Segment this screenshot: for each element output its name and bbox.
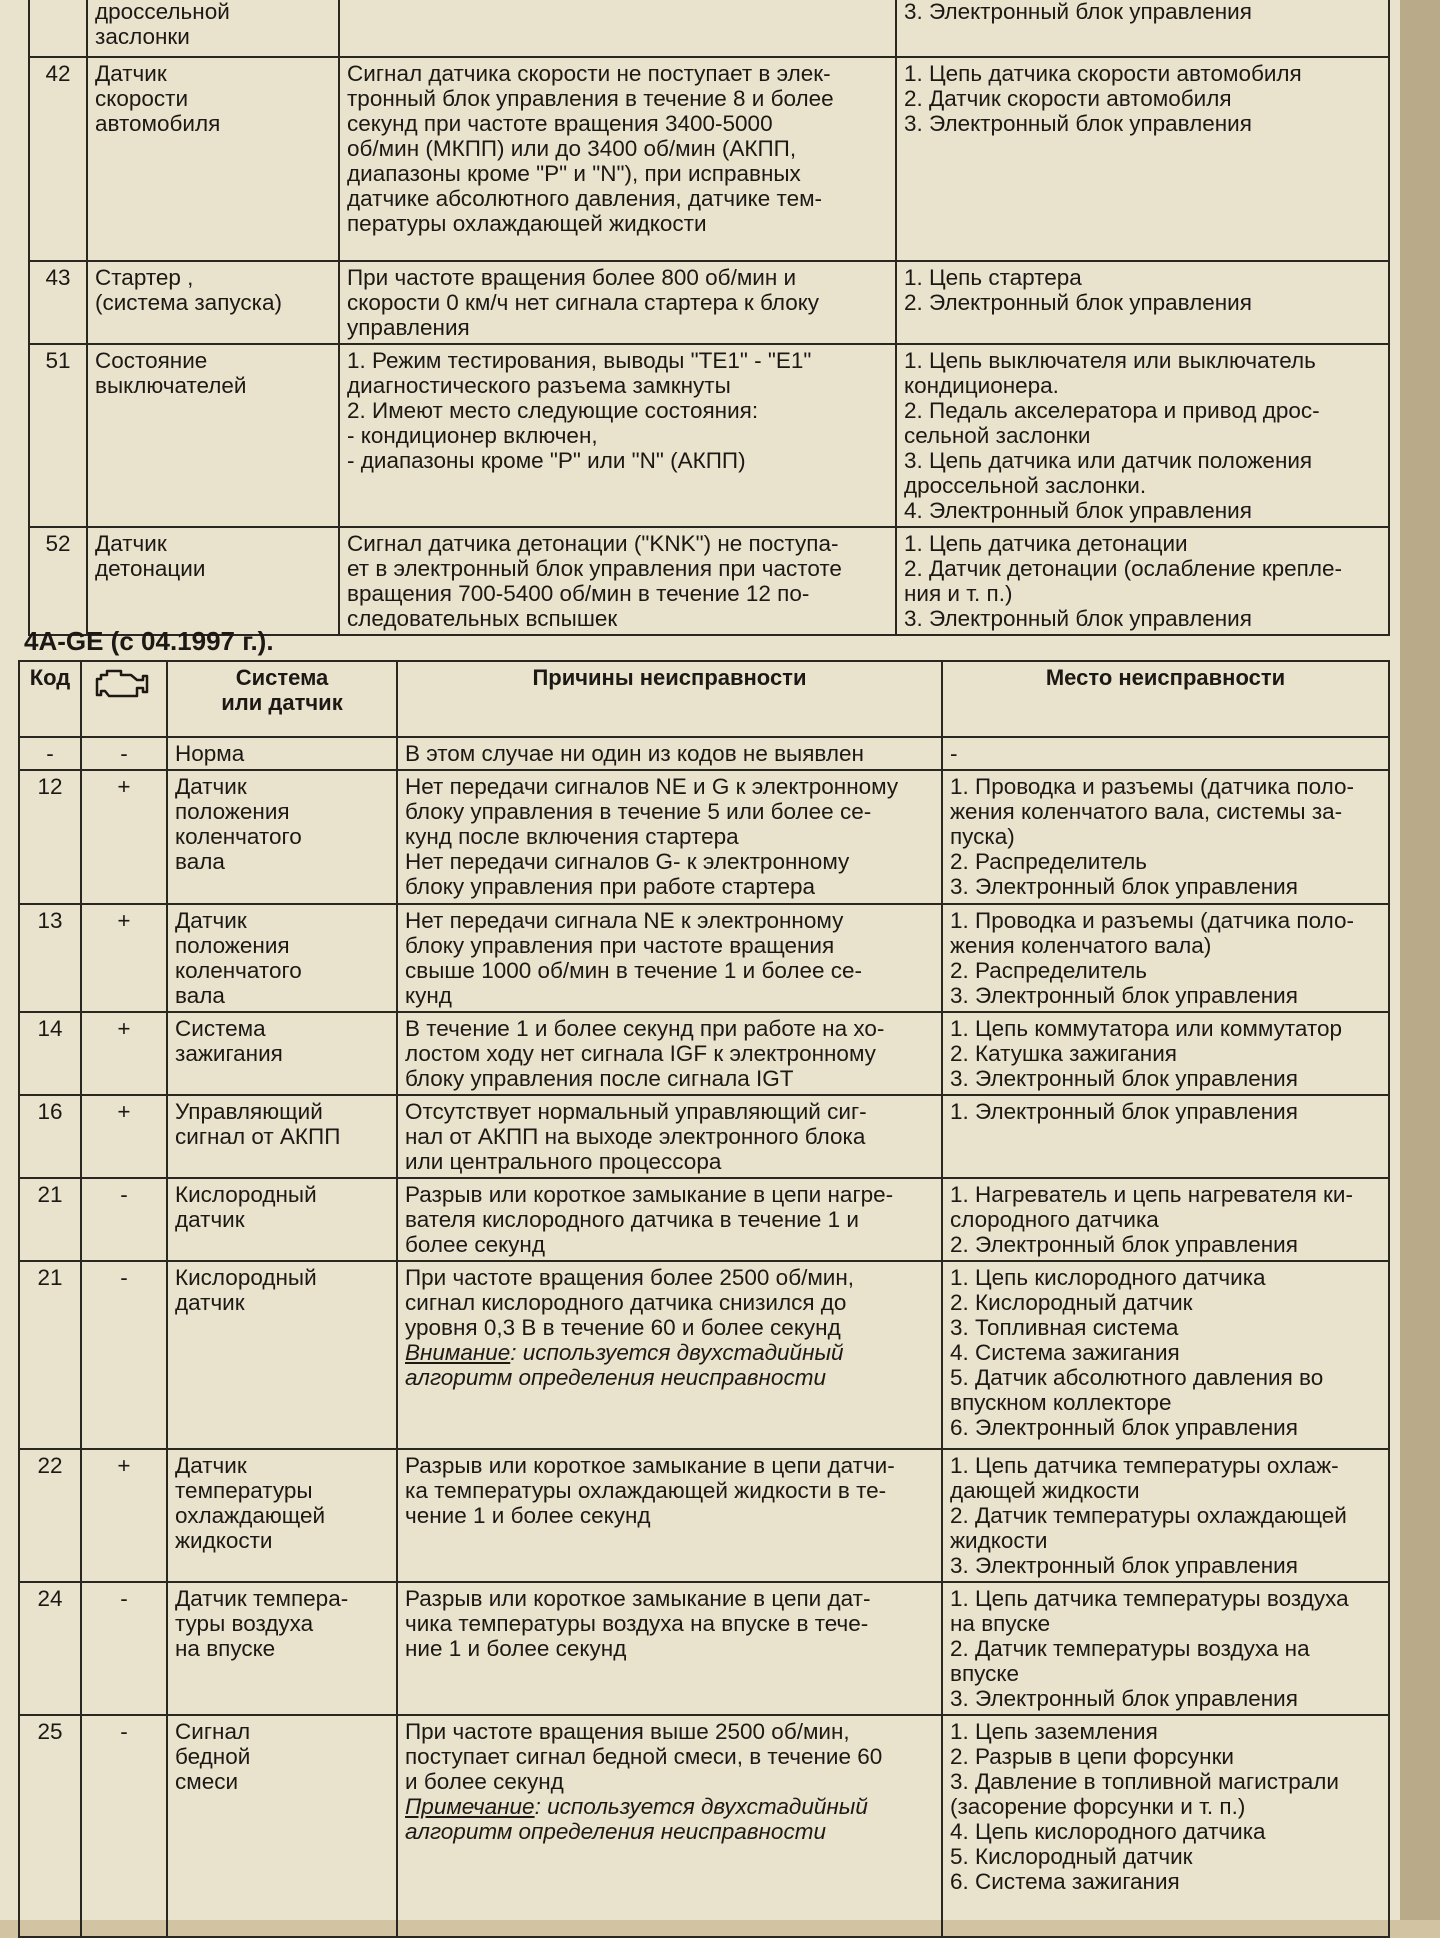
text-line: дроссельной заслонки. (904, 473, 1147, 498)
text-line: 3. Давление в топливной магистрали (950, 1769, 1340, 1794)
text-line: 1. Цепь коммутатора или коммутатор (950, 1016, 1343, 1041)
table-row (29, 527, 1389, 635)
code-cell: 24 (19, 1582, 81, 1715)
text-line: жидкости (950, 1528, 1048, 1553)
text-line: 3. Электронный блок управления (950, 1066, 1298, 1091)
text-line: более секунд (405, 1232, 545, 1257)
system-cell (167, 737, 397, 770)
text-line: вала (175, 983, 225, 1008)
text-line: 1. Цепь датчика температуры охлаж- (950, 1453, 1339, 1478)
text-line: 3. Электронный блок управления (904, 111, 1252, 136)
text-line: Норма (175, 741, 245, 766)
code-cell: 42 (29, 57, 87, 261)
text-line: Нет передачи сигналов G- к электронному (405, 849, 850, 874)
text-line: ния и т. п.) (904, 581, 1013, 606)
table-row (19, 1178, 1389, 1261)
text-line: жения коленчатого вала) (950, 933, 1212, 958)
table-header-row (19, 661, 1389, 737)
place-cell (942, 1178, 1389, 1261)
text-line: Кислородный (175, 1265, 317, 1290)
text-line: 3. Электронный блок управления (950, 1686, 1298, 1711)
text-line: ет в электронный блок управления при частоте (347, 556, 842, 581)
text-line: охлаждающей (175, 1503, 326, 1528)
system-cell (167, 904, 397, 1012)
text-line: автомобиля (95, 111, 221, 136)
text-line: 2. Разрыв в цепи форсунки (950, 1744, 1234, 1769)
text-line: (засорение форсунки и т. п.) (950, 1794, 1246, 1819)
text-line: 2. Имеют место следующие состояния: (347, 398, 759, 423)
table-row (29, 0, 1389, 57)
text-line: дающей жидкости (950, 1478, 1140, 1503)
engine-check-icon (93, 665, 155, 701)
top-fault-table (28, 0, 1390, 636)
text-line: 1. Цепь датчика детонации (904, 531, 1188, 556)
text-line: поступает сигнал бедной смеси, в течение 60 (405, 1744, 883, 1769)
text-line: сигнал от АКПП (175, 1124, 341, 1149)
text-line: Разрыв или короткое замыкание в цепи датчи- (405, 1453, 895, 1478)
code-cell: 21 (19, 1261, 81, 1449)
code-cell: 12 (19, 770, 81, 904)
text-line: смеси (175, 1769, 239, 1794)
mil-cell: - (81, 1715, 167, 1937)
text-line: нал от АКПП на выходе электронного блока (405, 1124, 866, 1149)
text-line: 2. Электронный блок управления (950, 1232, 1298, 1257)
cause-cell (397, 1715, 942, 1937)
code-cell: 25 (19, 1715, 81, 1937)
text-line: датчике абсолютного давления, датчике тем- (347, 186, 823, 211)
note-label: Внимание (405, 1340, 511, 1365)
text-line: секунд при частоте вращения 3400-5000 (347, 111, 773, 136)
text-line: 2. Распределитель (950, 849, 1148, 874)
mil-cell: - (81, 1582, 167, 1715)
text-line: диапазоны кроме "P" и "N"), при исправных (347, 161, 801, 186)
cause-cell (397, 904, 942, 1012)
text-line: Разрыв или короткое замыкание в цепи нагре- (405, 1182, 894, 1207)
system-cell (167, 1715, 397, 1937)
table-row (29, 344, 1389, 527)
text-line: ние 1 и более секунд (405, 1636, 627, 1661)
text-line: блоку управления после сигнала IGT (405, 1066, 794, 1091)
system-cell (167, 1582, 397, 1715)
table-row (19, 1261, 1389, 1449)
text-line: ка температуры охлаждающей жидкости в те- (405, 1478, 887, 1503)
text-line: температуры (175, 1478, 313, 1503)
cause-cell (397, 1012, 942, 1095)
text-line: датчик (175, 1207, 245, 1232)
text-line: 1. Электронный блок управления (950, 1099, 1298, 1124)
text-line: В течение 1 и более секунд при работе на хо- (405, 1016, 885, 1041)
mil-cell: + (81, 904, 167, 1012)
text-line: 4. Цепь кислородного датчика (950, 1819, 1266, 1844)
system-cell (167, 1261, 397, 1449)
text-line: пуска) (950, 824, 1015, 849)
code-cell: 43 (29, 261, 87, 344)
mil-cell: - (81, 1178, 167, 1261)
code-cell: 21 (19, 1178, 81, 1261)
main-fault-table (18, 660, 1390, 1938)
place-cell (942, 1095, 1389, 1178)
text-line: - (950, 741, 958, 766)
system-cell (87, 57, 339, 261)
text-line: дроссельной (95, 0, 230, 24)
note-line-2: алгоритм определения неисправности (405, 1819, 826, 1844)
code-cell: 16 (19, 1095, 81, 1178)
place-cell (896, 57, 1389, 261)
note-text: : используется двухстадийный (510, 1340, 844, 1365)
text-line: - кондиционер включен, (347, 423, 598, 448)
text-line: 1. Проводка и разъемы (датчика поло- (950, 908, 1354, 933)
text-line: на впуске (950, 1611, 1051, 1636)
text-line: положения (175, 933, 290, 958)
text-line: детонации (95, 556, 206, 581)
text-line: кунд после включения стартера (405, 824, 739, 849)
system-cell (87, 261, 339, 344)
code-cell: 22 (19, 1449, 81, 1582)
text-line: выключателей (95, 373, 247, 398)
code-cell: 52 (29, 527, 87, 635)
text-line: коленчатого (175, 824, 302, 849)
text-line: Разрыв или короткое замыкание в цепи дат- (405, 1586, 871, 1611)
text-line: коленчатого (175, 958, 302, 983)
text-line: 6. Система зажигания (950, 1869, 1180, 1894)
text-line: блоку управления в течение 5 или более се- (405, 799, 872, 824)
text-line: (система запуска) (95, 290, 282, 315)
header-system: Система или датчик (167, 661, 397, 737)
place-cell (896, 527, 1389, 635)
table-row (19, 1582, 1389, 1715)
table-row (29, 57, 1389, 261)
mil-cell: - (81, 1261, 167, 1449)
header-cause: Причины неисправности (397, 661, 942, 737)
place-cell (942, 1012, 1389, 1095)
text-line: Сигнал (175, 1719, 251, 1744)
text-line: 2. Электронный блок управления (904, 290, 1252, 315)
text-line: впускном коллекторе (950, 1390, 1172, 1415)
page-edge (1400, 0, 1440, 1920)
table-row (19, 1012, 1389, 1095)
text-line: 2. Датчик скорости автомобиля (904, 86, 1232, 111)
cause-cell (339, 527, 896, 635)
text-line: 4. Электронный блок управления (904, 498, 1252, 523)
note-label: Примечание (405, 1794, 535, 1819)
text-line: вала (175, 849, 225, 874)
mil-cell: + (81, 1012, 167, 1095)
system-cell (87, 344, 339, 527)
place-cell (942, 770, 1389, 904)
text-line: лостом ходу нет сигнала IGF к электронному (405, 1041, 876, 1066)
text-line: управления (347, 315, 470, 340)
cause-cell (397, 1178, 942, 1261)
text-line: Датчик (175, 908, 247, 933)
text-line: 3. Цепь датчика или датчик положения (904, 448, 1313, 473)
code-cell: 13 (19, 904, 81, 1012)
table-row (29, 261, 1389, 344)
text-line: В этом случае ни один из кодов не выявлен (405, 741, 864, 766)
text-line: 1. Нагреватель и цепь нагревателя ки- (950, 1182, 1353, 1207)
text-line: Нет передачи сигналов NE и G к электронному (405, 774, 899, 799)
text-line: 2. Датчик температуры охлаждающей (950, 1503, 1347, 1528)
text-line: 3. Электронный блок управления (950, 1553, 1298, 1578)
text-line: об/мин (МКПП) или до 3400 об/мин (АКПП, (347, 136, 797, 161)
cause-cell (397, 1582, 942, 1715)
text-line: чика температуры воздуха на впуске в тече- (405, 1611, 869, 1636)
header-code: Код (19, 661, 81, 737)
text-line: сигнал кислородного датчика снизился до (405, 1290, 847, 1315)
system-cell (167, 1178, 397, 1261)
text-line: вращения 700-5400 об/мин в течение 12 по- (347, 581, 810, 606)
text-line: 3. Электронный блок управления (950, 874, 1298, 899)
text-line: на впуске (175, 1636, 276, 1661)
text-line: Стартер , (95, 265, 194, 290)
text-line: пературы охлаждающей жидкости (347, 211, 707, 236)
system-cell (167, 1449, 397, 1582)
place-cell (896, 0, 1389, 57)
text-line: 2. Датчик детонации (ослабление крепле- (904, 556, 1343, 581)
text-line: датчик (175, 1290, 245, 1315)
text-line: жидкости (175, 1528, 273, 1553)
text-line: туры воздуха (175, 1611, 314, 1636)
text-line: Датчик (175, 1453, 247, 1478)
text-line: Датчик (95, 61, 167, 86)
text-line: Система (175, 1016, 266, 1041)
text-line: свыше 1000 об/мин в течение 1 и более се- (405, 958, 863, 983)
text-line: 1. Цепь датчика скорости автомобиля (904, 61, 1302, 86)
text-line: - диапазоны кроме "P" или "N" (АКПП) (347, 448, 746, 473)
text-line: сельной заслонки (904, 423, 1091, 448)
mil-cell: + (81, 770, 167, 904)
place-cell (896, 344, 1389, 527)
text-line: При частоте вращения выше 2500 об/мин, (405, 1719, 850, 1744)
text-line: 2. Педаль акселератора и привод дрос- (904, 398, 1320, 423)
text-line: 2. Датчик температуры воздуха на впуске (950, 1636, 1310, 1686)
text-line: следовательных вспышек (347, 606, 618, 631)
table-row (19, 770, 1389, 904)
code-cell: 51 (29, 344, 87, 527)
text-line: диагностического разъема замкнуты (347, 373, 731, 398)
cause-cell (397, 1449, 942, 1582)
text-line: 3. Электронный блок управления (950, 983, 1298, 1008)
cause-cell (397, 770, 942, 904)
table-row (19, 1095, 1389, 1178)
cause-cell (339, 261, 896, 344)
note-line-2: алгоритм определения неисправности (405, 1365, 826, 1390)
cause-cell (397, 1261, 942, 1449)
header-mil (81, 661, 167, 737)
text-line: 3. Топливная система (950, 1315, 1179, 1340)
text-line: 4. Система зажигания (950, 1340, 1180, 1365)
text-line: 1. Цепь датчика температуры воздуха (950, 1586, 1349, 1611)
text-line: 2. Катушка зажигания (950, 1041, 1177, 1066)
mil-cell: + (81, 1095, 167, 1178)
table-row (19, 1449, 1389, 1582)
text-line: Нет передачи сигнала NE к электронному (405, 908, 844, 933)
text-line: 1. Проводка и разъемы (датчика поло- (950, 774, 1354, 799)
text-line: зажигания (175, 1041, 283, 1066)
text-line: Датчик (175, 774, 247, 799)
system-cell (87, 0, 339, 57)
mil-cell: - (81, 737, 167, 770)
text-line: 1. Цепь стартера (904, 265, 1082, 290)
code-cell: - (19, 737, 81, 770)
text-line: Датчик темпера- (175, 1586, 349, 1611)
note-line (405, 1340, 934, 1365)
text-line: тронный блок управления в течение 8 и более (347, 86, 834, 111)
text-line: Кислородный (175, 1182, 317, 1207)
text-line: Состояние (95, 348, 208, 373)
place-cell (942, 904, 1389, 1012)
table-row (19, 1715, 1389, 1937)
cause-cell (397, 737, 942, 770)
text-line: бедной (175, 1744, 251, 1769)
note-text: : используется двухстадийный (534, 1794, 868, 1819)
system-cell (167, 1012, 397, 1095)
text-line: скорости 0 км/ч нет сигнала стартера к блоку (347, 290, 820, 315)
table-row (19, 737, 1389, 770)
code-cell: 14 (19, 1012, 81, 1095)
cause-cell (339, 0, 896, 57)
cause-cell (397, 1095, 942, 1178)
text-line: скорости (95, 86, 189, 111)
text-line: Сигнал датчика детонации ("KNK") не поступа- (347, 531, 839, 556)
text-line: 3. Электронный блок управления (904, 606, 1252, 631)
place-cell (942, 1582, 1389, 1715)
code-cell (29, 0, 87, 57)
header-place: Место неисправности (942, 661, 1389, 737)
text-line: положения (175, 799, 290, 824)
text-line: 1. Режим тестирования, выводы "TE1" - "E1" (347, 348, 812, 373)
text-line: уровня 0,3 В в течение 60 и более секунд (405, 1315, 841, 1340)
mil-cell: + (81, 1449, 167, 1582)
text-line: чение 1 и более секунд (405, 1503, 651, 1528)
text-line: 6. Электронный блок управления (950, 1415, 1298, 1440)
system-cell (167, 770, 397, 904)
text-line: кунд (405, 983, 452, 1008)
place-cell (942, 737, 1389, 770)
text-line: заслонки (95, 24, 190, 49)
text-line: блоку управления при частоте вращения (405, 933, 835, 958)
text-line: 5. Кислородный датчик (950, 1844, 1193, 1869)
text-line: При частоте вращения более 2500 об/мин, (405, 1265, 855, 1290)
text-line: Управляющий (175, 1099, 323, 1124)
section-title: 4A-GE (с 04.1997 г.). (24, 626, 274, 656)
text-line: и более секунд (405, 1769, 564, 1794)
text-line: 1. Цепь заземления (950, 1719, 1158, 1744)
text-line: 1. Цепь кислородного датчика (950, 1265, 1266, 1290)
place-cell (942, 1261, 1389, 1449)
text-line: 3. Электронный блок управления (904, 0, 1252, 24)
note-line (405, 1794, 934, 1819)
place-cell (942, 1449, 1389, 1582)
text-line: блоку управления при работе стартера (405, 874, 816, 899)
text-line: 2. Распределитель (950, 958, 1148, 983)
text-line: или центрального процессора (405, 1149, 722, 1174)
text-line: вателя кислородного датчика в течение 1 и (405, 1207, 859, 1232)
text-line: слородного датчика (950, 1207, 1159, 1232)
system-cell (167, 1095, 397, 1178)
text-line: 1. Цепь выключателя или выключатель (904, 348, 1316, 373)
text-line: жения коленчатого вала, системы за- (950, 799, 1343, 824)
text-line: 2. Кислородный датчик (950, 1290, 1193, 1315)
text-line: 5. Датчик абсолютного давления во (950, 1365, 1324, 1390)
place-cell (896, 261, 1389, 344)
system-cell (87, 527, 339, 635)
text-line: Отсутствует нормальный управляющий сиг- (405, 1099, 867, 1124)
table-row (19, 904, 1389, 1012)
cause-cell (339, 344, 896, 527)
text-line: кондиционера. (904, 373, 1059, 398)
text-line: Датчик (95, 531, 167, 556)
cause-cell (339, 57, 896, 261)
text-line: Сигнал датчика скорости не поступает в элек- (347, 61, 831, 86)
text-line: При частоте вращения более 800 об/мин и (347, 265, 797, 290)
place-cell (942, 1715, 1389, 1937)
